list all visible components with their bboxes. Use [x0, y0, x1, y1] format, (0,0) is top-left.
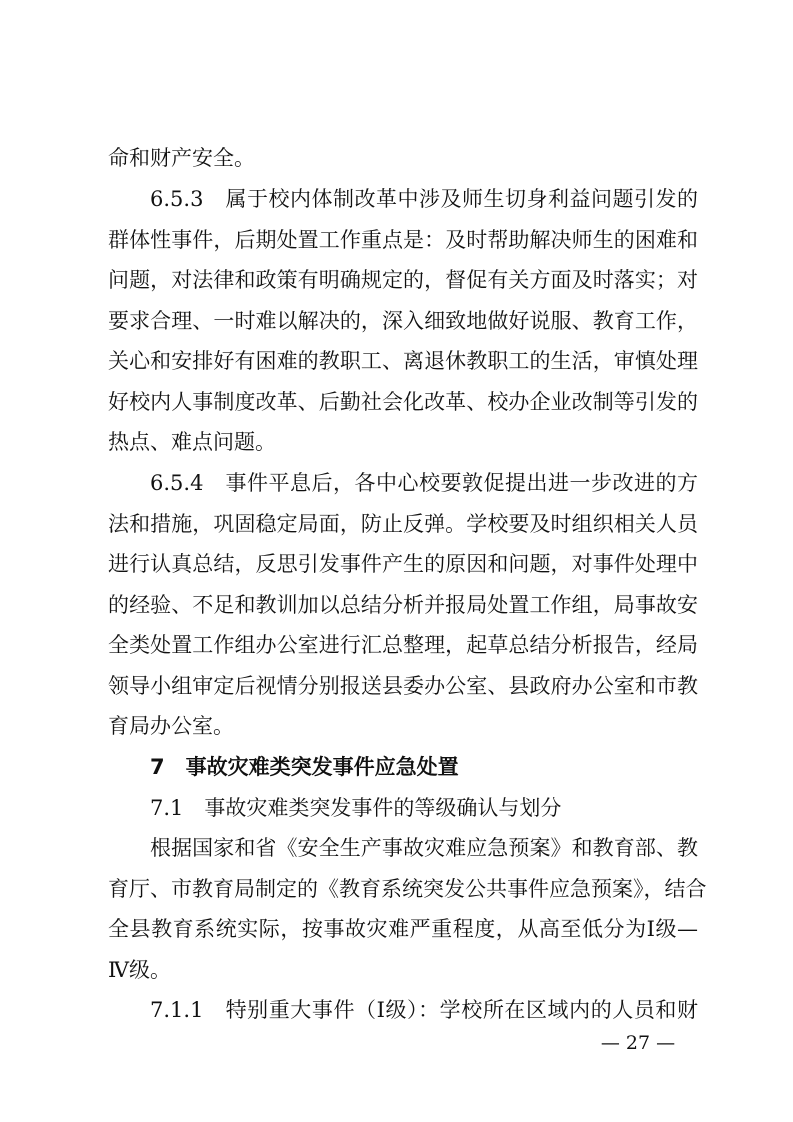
section-6-5-4-line: 6.5.4 事件平息后，各中心校要敦促提出进一步改进的方 [150, 471, 698, 495]
body-line: 全县教育系统实际，按事故灾难严重程度，从高至低分为Ⅰ级— [108, 917, 698, 941]
section-6-5-3-line: 6.5.3 属于校内体制改革中涉及师生切身利益问题引发的 [150, 187, 698, 211]
section-7-1-1-line: 7.1.1 特别重大事件（Ⅰ级）：学校所在区域内的人员和财 [150, 998, 698, 1022]
section-heading-7: 7 事故灾难类突发事件应急处置 [150, 755, 459, 779]
body-line: 热点、难点问题。 [108, 430, 276, 454]
body-line: 要求合理、一时难以解决的，深入细致地做好说服、教育工作， [108, 309, 698, 333]
body-line: Ⅳ级。 [108, 958, 171, 982]
body-line: 的经验、不足和教训加以总结分析并报局处置工作组，局事故安 [108, 593, 698, 617]
body-line: 命和财产安全。 [108, 146, 255, 170]
body-line: 全类处置工作组办公室进行汇总整理，起草总结分析报告，经局 [108, 633, 698, 657]
body-line: 领导小组审定后视情分别报送县委办公室、县政府办公室和市教 [108, 674, 698, 698]
body-line: 好校内人事制度改革、后勤社会化改革、校办企业改制等引发的 [108, 390, 698, 414]
body-line: 根据国家和省《安全生产事故灾难应急预案》和教育部、教 [150, 836, 698, 860]
section-7-1-heading: 7.1 事故灾难类突发事件的等级确认与划分 [150, 796, 562, 820]
body-line: 育厅、市教育局制定的《教育系统突发公共事件应急预案》，结合 [108, 877, 707, 901]
page-number: — 27 — [600, 1032, 676, 1054]
body-line: 问题，对法律和政策有明确规定的，督促有关方面及时落实；对 [108, 268, 698, 292]
body-line: 进行认真总结，反思引发事件产生的原因和问题，对事件处理中 [108, 552, 698, 576]
body-line: 群体性事件，后期处置工作重点是：及时帮助解决师生的困难和 [108, 228, 698, 252]
body-line: 法和措施，巩固稳定局面，防止反弹。学校要及时组织相关人员 [108, 512, 698, 536]
body-line: 育局办公室。 [108, 714, 234, 738]
body-line: 关心和安排好有困难的教职工、离退休教职工的生活，审慎处理 [108, 349, 698, 373]
